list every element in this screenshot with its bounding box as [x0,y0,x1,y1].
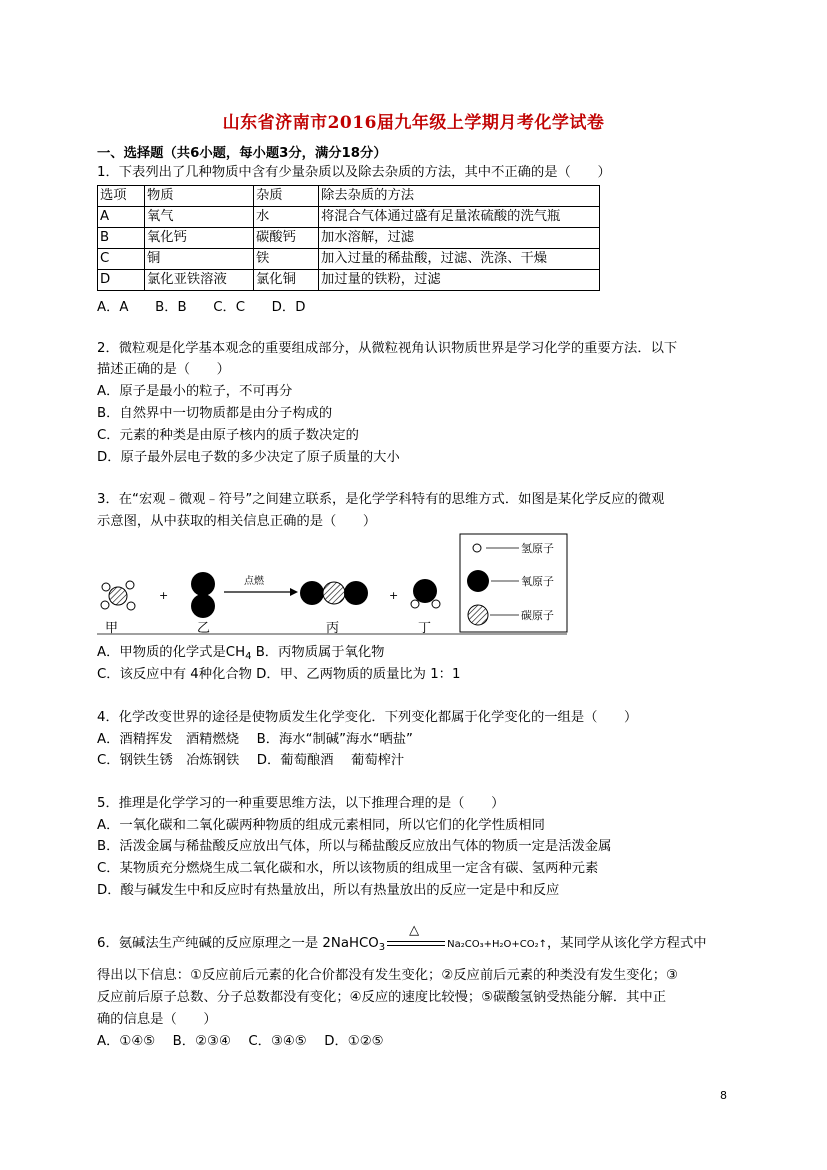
q6-stem-pre: 6．氨碱法生产纯碱的反应原理之一是 2NaHCO [97,936,379,951]
molecule-bing [300,581,368,605]
table-cell: 加入过量的稀盐酸，过滤、洗涤、干燥 [319,249,600,270]
q4-options-cd: C．钢铁生锈 冶炼钢铁 D．葡萄酿酒 葡萄榨汁 [97,753,405,768]
section-heading: 一、选择题（共6小题，每小题3分，满分18分） [97,146,387,161]
q1-table [97,185,600,291]
page-number: 8 [720,1089,727,1102]
table-row [98,270,600,291]
table-cell: 加水溶解，过滤 [319,228,600,249]
q5-option-b: B．活泼金属与稀盐酸反应放出气体，所以与稀盐酸反应放出气体的物质一定是活泼金属 [97,839,612,854]
legend-hydrogen-label: 氢原子 [521,542,554,555]
table-header-cell: 选项 [98,186,145,207]
page-title: 山东省济南市2016届九年级上学期月考化学试卷 [222,113,605,133]
table-header-cell: 物质 [145,186,254,207]
q5-option-d: D．酸与碱发生中和反应时有热量放出，所以有热量放出的反应一定是中和反应 [97,883,560,898]
q6-products: Na₂CO₃+H₂O+CO₂↑ [447,939,548,950]
table-row [98,207,600,228]
table-cell: A [98,207,145,228]
q2-option-a: A．原子是最小的粒子，不可再分 [97,384,293,399]
table-cell: 将混合气体通过盛有足量浓硫酸的洗气瓶 [319,207,600,228]
table-cell: 碳酸钙 [254,228,319,249]
table-cell: D [98,270,145,291]
table-header-cell: 除去杂质的方法 [319,186,600,207]
q5-option-a: A．一氧化碳和二氧化碳两种物质的组成元素相同，所以它们的化学性质相同 [97,818,545,833]
table-header-row [98,186,600,207]
q6-options: A．①④⑤ B．②③④ C．③④⑤ D．①②⑤ [97,1034,384,1049]
table-cell: 铁 [254,249,319,270]
q5-stem: 5．推理是化学学习的一种重要思维方法，以下推理合理的是（ ） [97,796,505,811]
heat-symbol: △ [409,923,420,938]
arrow-label: 点燃 [244,576,264,587]
legend-oxygen-icon [467,570,489,592]
q6-line4: 确的信息是（ ） [97,1012,217,1027]
table-cell: C [98,249,145,270]
q2-option-b: B．自然界中一切物质都是由分子构成的 [97,406,333,421]
q2-option-c: C．元素的种类是由原子核内的质子数决定的 [97,428,359,443]
q2-stem-line1: 2．微粒观是化学基本观念的重要组成部分，从微粒视角认识物质世界是学习化学的重要方法．以下 [97,341,678,356]
molecule-jia [101,581,135,610]
q4-options-ab: A．酒精挥发 酒精燃烧 B．海水“制碱”海水“晒盐” [97,732,413,747]
table-row [98,249,600,270]
plus-sign: + [159,589,169,602]
label-ding: 丁 [418,621,432,636]
table-row [98,228,600,249]
table-cell: 氯化亚铁溶液 [145,270,254,291]
q5-option-c: C．某物质充分燃烧生成二氧化碳和水，所以该物质的组成里一定含有碳、氢两种元素 [97,861,599,876]
table-cell: 加过量的铁粉，过滤 [319,270,600,291]
molecule-ding [411,579,440,608]
q1-options: A．A B．B C．C D．D [97,300,306,315]
label-bing: 丙 [326,621,340,636]
molecule-yi [191,572,215,618]
reaction-arrow [224,588,298,596]
table-cell: 氧气 [145,207,254,228]
table-cell: 氯化铜 [254,270,319,291]
q3-formula: CH [225,645,246,660]
legend-carbon-label: 碳原子 [521,609,554,622]
table-cell: 水 [254,207,319,228]
plus-sign: + [389,589,399,602]
heat-arrow [387,923,445,950]
table-cell: 氧化钙 [145,228,254,249]
q2-option-d: D．原子最外层电子数的多少决定了原子质量的大小 [97,450,400,465]
q6-line2: 得出以下信息：①反应前后元素的化合价都没有发生变化；②反应前后元素的种类没有发生变化；③ [97,968,678,983]
q4-stem: 4．化学改变世界的途径是使物质发生化学变化．下列变化都属于化学变化的一组是（ ） [97,710,638,725]
q6-stem-post: ，某同学从该化学方程式中 [547,936,707,951]
q3-option-a: A．甲物质的化学式是 [97,645,226,660]
q3-stem-line2: 示意图，从中获取的相关信息正确的是（ ） [97,514,377,529]
legend-carbon-icon [468,605,488,625]
q3-option-b: B．丙物质属于氧化物 [255,645,385,660]
q6-stem: 6．氨碱法生产纯碱的反应原理之一是 2NaHCO$_3$ △ Na₂CO₃+H₂O+CO₂↑，某同学从该化学方程式中 [97,923,707,953]
table-cell: 铜 [145,249,254,270]
reaction-diagram [97,533,569,637]
table-header-cell: 杂质 [254,186,319,207]
q1-stem: 1．下表列出了几种物质中含有少量杂质以及除去杂质的方法，其中不正确的是（ ） [97,165,611,180]
q2-stem-line2: 描述正确的是（ ） [97,362,230,377]
q3-options-ab: A．甲物质的化学式是$CH_4$ B．丙物质属于氧化物 [97,645,385,662]
q3-options-cd: C．该反应中有 4种化合物 D．甲、乙两物质的质量比为 1：1 [97,667,461,682]
label-jia: 甲 [105,621,119,636]
label-yi: 乙 [197,621,211,636]
legend-hydrogen-icon [473,544,481,552]
q6-line3: 反应前后原子总数、分子总数都没有变化；④反应的速度比较慢；⑤碳酸氢钠受热能分解．其中正 [97,990,667,1005]
q3-stem-line1: 3．在“宏观﹣微观﹣符号”之间建立联系，是化学学科特有的思维方式．如图是某化学反应的微观 [97,492,665,507]
table-cell: B [98,228,145,249]
legend-oxygen-label: 氧原子 [521,575,554,588]
